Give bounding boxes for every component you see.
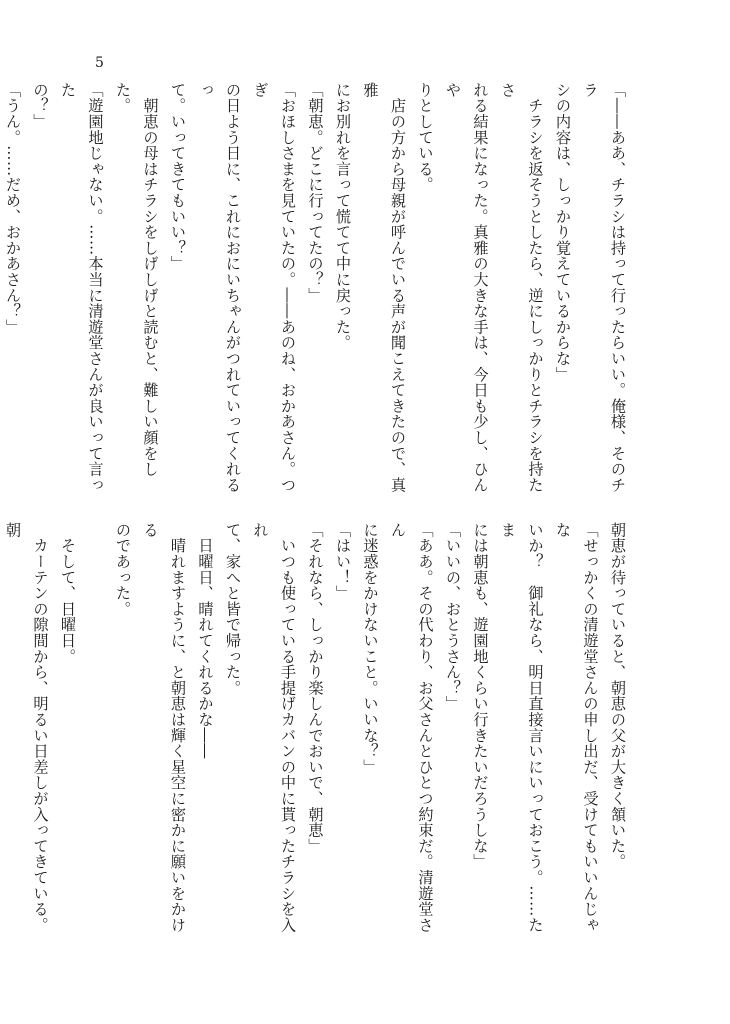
text-column: 「せっかくの清遊堂さんの申し出だ、受けてもいいんじゃな [554, 522, 600, 933]
text-column: 「おほしさまを見ていたの。――あのね、おかあさん。つぎ [251, 82, 297, 493]
text-column: 「はい！」 [334, 522, 352, 601]
text-column: にお別れを言って慌てて中に戻った。 [334, 82, 352, 351]
text-column: 店の方から母親が呼んでいる声が聞こえてきたので、真雅 [361, 82, 407, 493]
text-column: 「うん。……だめ、おかあさん？」 [4, 82, 22, 335]
page-number: 5 [95, 55, 104, 71]
blank-column [81, 522, 109, 938]
text-column: 「朝恵。どこに行ってたの？」 [306, 82, 325, 304]
text-column: 朝恵が待っていると、朝恵の父が大きく頷いた。 [609, 522, 627, 870]
text-column: チラシを返そうとしたら、逆にしっかりとチラシを持たさ [499, 82, 545, 493]
text-column: のであった。 [114, 522, 132, 617]
text-column: には朝恵も、遊園地くらい行きたいだろうしな」 [471, 522, 490, 870]
text-column: 「いいの、おとうさん？」 [444, 522, 462, 712]
text-block-lower [4, 522, 631, 938]
text-column: れる結果になった。真雅の大きな手は、今日も少し、ひんや [444, 82, 490, 493]
text-column: の日よう日に、これにおにいちゃんがつれていってくれるっ [196, 82, 242, 493]
text-block-upper [4, 82, 631, 498]
text-column: カーテンの隙間から、明るい日差しが入ってきている。朝 [4, 522, 50, 933]
text-column: 「それなら、しっかり楽しんでおいで、朝恵」 [306, 522, 325, 854]
text-column: 晴れますように、と朝恵は輝く星空に密かに願いをかける [141, 522, 187, 933]
text-column: て、家へと皆で帰った。 [224, 522, 242, 696]
text-column: いか？ 御礼なら、明日直接言いにいっておこう。……たま [499, 522, 545, 933]
text-column: りとしている。 [416, 82, 435, 193]
text-column: 「ああ。その代わり、お父さんとひとつ約束だ。清遊堂さん [389, 522, 435, 933]
text-column: 「遊園地じゃない。……本当に清遊堂さんが良いって言った [59, 82, 105, 493]
text-column: の？」 [31, 82, 50, 130]
text-column: て。いってきてもいい？」 [169, 82, 187, 272]
text-column: 「――ああ、チラシは持って行ったらいい。俺様、そのチラ [581, 82, 627, 493]
text-column: 朝恵の母はチラシをしげしげと読むと、難しい顔をした。 [114, 82, 160, 477]
text-column: いつも使っている手提げカバンの中に貰ったチラシを入れ [251, 522, 297, 933]
text-column: 日曜日、晴れてくれるかな―― [196, 522, 215, 759]
text-column: シの内容は、しっかり覚えているからな」 [554, 82, 572, 383]
text-column: そして、日曜日。 [59, 522, 77, 665]
text-column: に迷惑をかけないこと。いいな？」 [361, 522, 380, 775]
